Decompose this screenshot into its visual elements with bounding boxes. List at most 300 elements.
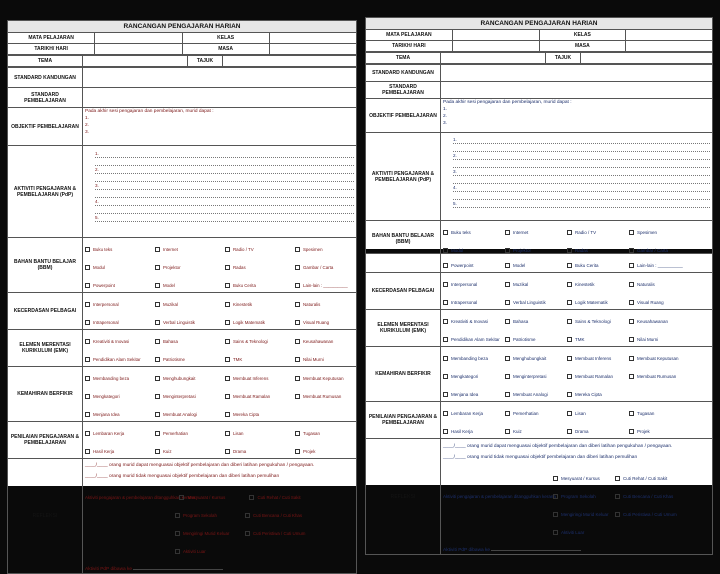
checkbox[interactable] bbox=[567, 411, 572, 416]
penilaian-option[interactable]: Pemerhatian bbox=[155, 431, 225, 438]
checkbox[interactable] bbox=[443, 230, 448, 235]
bbm-option[interactable]: Radio / TV bbox=[225, 247, 295, 254]
objektif-item-1: 1. bbox=[85, 116, 90, 121]
objektif-box[interactable] bbox=[441, 99, 713, 133]
checkbox[interactable] bbox=[505, 374, 510, 379]
checkbox[interactable] bbox=[505, 429, 510, 434]
refleksi-options bbox=[443, 467, 710, 539]
checkbox[interactable] bbox=[295, 320, 300, 325]
refleksi-option[interactable]: Cuti Peristiwa / Cuti Umum bbox=[615, 512, 665, 519]
label-tema: TEMA bbox=[366, 53, 441, 64]
aktiviti-line-5: 5. bbox=[95, 215, 354, 222]
carried-input[interactable] bbox=[133, 564, 223, 570]
aktiviti-line-1: 1. bbox=[95, 151, 354, 158]
checkbox[interactable] bbox=[295, 449, 300, 454]
checkbox[interactable] bbox=[85, 339, 90, 344]
checkbox[interactable] bbox=[85, 247, 90, 252]
aktiviti-line bbox=[453, 177, 710, 184]
form-page-left bbox=[7, 20, 357, 572]
aktiviti-box[interactable] bbox=[83, 146, 357, 238]
checkbox[interactable] bbox=[225, 302, 230, 307]
aktiviti-line-3: 3. bbox=[95, 183, 354, 190]
refleksi-line-1: ____/____ orang murid dapat menguasai objektif pembelajaran dan diberi latihan pengukuhan / pengayaan. bbox=[443, 444, 673, 449]
checkbox[interactable] bbox=[443, 392, 448, 397]
checkbox[interactable] bbox=[155, 376, 160, 381]
checkbox[interactable] bbox=[629, 263, 634, 268]
kemahiran-option[interactable]: Menjana Idea bbox=[443, 392, 505, 399]
checkbox[interactable] bbox=[295, 376, 300, 381]
kecerdasan-option[interactable]: Naturalis bbox=[629, 282, 669, 289]
checkbox[interactable] bbox=[443, 282, 448, 287]
emk-option[interactable]: Patriotisme bbox=[505, 337, 567, 344]
refleksi-option[interactable]: Aktiviti Luar bbox=[553, 530, 615, 537]
checkbox[interactable] bbox=[443, 319, 448, 324]
emk-option[interactable]: Nilai Murni bbox=[629, 337, 669, 344]
checkbox[interactable] bbox=[295, 247, 300, 252]
checkbox[interactable] bbox=[505, 356, 510, 361]
label-standard-kandungan: STANDARD KANDUNGAN bbox=[8, 68, 83, 88]
kecerdasan-option[interactable]: Logik Matematik bbox=[567, 300, 629, 307]
label-kelas: KELAS bbox=[182, 33, 269, 44]
checkbox[interactable] bbox=[443, 374, 448, 379]
emk-option[interactable]: Kreativiti & Inovasi bbox=[443, 319, 505, 326]
checkbox[interactable] bbox=[155, 431, 160, 436]
emk-option[interactable]: TMK bbox=[225, 357, 295, 364]
bbm-option[interactable]: Buku teks bbox=[443, 230, 505, 237]
refleksi-carried: Aktiviti PdP dibawa ke bbox=[443, 545, 710, 554]
checkbox[interactable] bbox=[295, 394, 300, 399]
refleksi-box[interactable] bbox=[441, 439, 713, 555]
checkbox[interactable] bbox=[85, 376, 90, 381]
checkbox[interactable] bbox=[155, 339, 160, 344]
checkbox[interactable] bbox=[505, 411, 510, 416]
bbm-option[interactable]: Modul bbox=[85, 265, 155, 272]
bbm-option[interactable]: Internet bbox=[505, 230, 567, 237]
checkbox[interactable] bbox=[567, 263, 572, 268]
checkbox[interactable] bbox=[443, 411, 448, 416]
label-tarikh-hari: TARIKH/ HARI bbox=[8, 44, 95, 55]
checkbox[interactable] bbox=[295, 357, 300, 362]
checkbox[interactable] bbox=[567, 337, 572, 342]
kecerdasan-option[interactable]: Interpersonal bbox=[443, 282, 505, 289]
checkbox[interactable] bbox=[443, 263, 448, 268]
kemahiran-option[interactable]: Membuat Analogi bbox=[155, 412, 225, 419]
checkbox[interactable] bbox=[553, 476, 558, 481]
bbm-option[interactable]: Radio / TV bbox=[567, 230, 629, 237]
bbm-option[interactable]: Model bbox=[155, 283, 225, 290]
checkbox[interactable] bbox=[85, 357, 90, 362]
kecerdasan-option[interactable]: Interpersonal bbox=[85, 302, 155, 309]
label-masa: MASA bbox=[539, 41, 626, 52]
label-tajuk: TAJUK bbox=[546, 53, 581, 64]
label-refleksi: REFLEKSI bbox=[366, 439, 441, 555]
refleksi-line-2: ____/____ orang murid tidak menguasai objektif pembelajaran dan diberi latihan pemulihan bbox=[443, 455, 638, 460]
bbm-option[interactable]: Buku Cerita bbox=[225, 283, 295, 290]
checkbox[interactable] bbox=[85, 302, 90, 307]
refleksi-option[interactable]: Mengiringi Murid Keluar bbox=[175, 531, 245, 538]
checkbox[interactable] bbox=[245, 531, 250, 536]
penilaian-option[interactable]: Tugasan bbox=[629, 411, 669, 418]
emk-option[interactable]: Sains & Teknologi bbox=[225, 339, 295, 346]
checkbox[interactable] bbox=[629, 319, 634, 324]
label-objektif: OBJEKTIF PEMBELAJARAN bbox=[366, 99, 441, 133]
checkbox[interactable] bbox=[179, 495, 184, 500]
penilaian-option[interactable]: Lembaran Kerja bbox=[85, 431, 155, 438]
checkbox[interactable] bbox=[295, 283, 300, 288]
checkbox[interactable] bbox=[629, 282, 634, 287]
kemahiran-option[interactable]: Menginterpretasi bbox=[155, 394, 225, 401]
refleksi-postponed: Aktiviti pengajaran & pembelajaran ditangguhkan kerana : bbox=[443, 494, 559, 499]
refleksi-option[interactable]: Mengiringi Murid Keluar bbox=[553, 512, 615, 519]
kemahiran-options bbox=[441, 347, 713, 402]
aktiviti-box[interactable] bbox=[441, 133, 713, 221]
penilaian-option[interactable]: Pemerhatian bbox=[505, 411, 567, 418]
bbm-option[interactable]: Gambar / Carta bbox=[629, 248, 669, 255]
checkbox[interactable] bbox=[155, 320, 160, 325]
checkbox[interactable] bbox=[505, 230, 510, 235]
checkbox[interactable] bbox=[155, 247, 160, 252]
input-masa[interactable] bbox=[269, 44, 356, 55]
label-objektif: OBJEKTIF PEMBELAJARAN bbox=[8, 108, 83, 146]
checkbox[interactable] bbox=[553, 512, 558, 517]
penilaian-option[interactable]: Lembaran Kerja bbox=[443, 411, 505, 418]
bbm-option[interactable]: Spesimen bbox=[629, 230, 669, 237]
objektif-intro: Pada akhir sesi pengajaran dan pembelajaran, murid dapat : bbox=[443, 100, 572, 105]
label-tema: TEMA bbox=[8, 56, 83, 67]
aktiviti-line bbox=[453, 145, 710, 152]
kemahiran-option[interactable]: Membuat Keputusan bbox=[629, 356, 669, 363]
refleksi-line-2: ____/____ orang murid tidak menguasai objektif pembelajaran dan diberi latihan pemulihan bbox=[85, 474, 280, 479]
input-standard-pembelajaran[interactable] bbox=[83, 88, 357, 108]
penilaian-option[interactable]: Kuiz bbox=[505, 429, 567, 436]
kecerdasan-option[interactable]: Verbal Linguistik bbox=[155, 320, 225, 327]
refleksi-options bbox=[85, 486, 354, 558]
input-tema[interactable] bbox=[441, 53, 546, 64]
kecerdasan-option[interactable]: Muzikal bbox=[505, 282, 567, 289]
checkbox[interactable] bbox=[175, 513, 180, 518]
checkbox[interactable] bbox=[295, 339, 300, 344]
bbm-option[interactable]: Modul bbox=[443, 248, 505, 255]
label-emk: ELEMEN MERENTASI KURIKULUM (EMK) bbox=[366, 310, 441, 347]
checkbox[interactable] bbox=[85, 412, 90, 417]
penilaian-option[interactable]: Lisan bbox=[225, 431, 295, 438]
bbm-option[interactable]: Lain-lain : __________ bbox=[629, 263, 669, 270]
checkbox[interactable] bbox=[615, 476, 620, 481]
aktiviti-line bbox=[95, 207, 354, 214]
checkbox[interactable] bbox=[567, 300, 572, 305]
kemahiran-option[interactable]: Mengkategori bbox=[443, 374, 505, 381]
bbm-option[interactable]: Spesimen bbox=[295, 247, 335, 254]
emk-option[interactable]: Kreativiti & Inovasi bbox=[85, 339, 155, 346]
bbm-option[interactable]: Buku teks bbox=[85, 247, 155, 254]
penilaian-options bbox=[83, 422, 357, 459]
refleksi-option[interactable]: Cuti Rehat / Cuti Sakit bbox=[249, 495, 309, 502]
bbm-option[interactable]: Gambar / Carta bbox=[295, 265, 335, 272]
checkbox[interactable] bbox=[85, 320, 90, 325]
checkbox[interactable] bbox=[567, 230, 572, 235]
label-kemahiran: KEMAHIRAN BERFIKIR bbox=[8, 367, 83, 422]
kemahiran-option[interactable]: Membuat Ramalan bbox=[567, 374, 629, 381]
refleksi-option[interactable]: Mesyuarat / Kursus bbox=[553, 476, 615, 483]
checkbox[interactable] bbox=[295, 265, 300, 270]
checkbox[interactable] bbox=[225, 320, 230, 325]
input-mata-pelajaran[interactable] bbox=[452, 30, 539, 41]
kemahiran-option[interactable]: Menghubungkait bbox=[155, 376, 225, 383]
input-masa[interactable] bbox=[626, 41, 713, 52]
checkbox[interactable] bbox=[85, 394, 90, 399]
emk-option[interactable]: Keusahawanan bbox=[295, 339, 335, 346]
checkbox[interactable] bbox=[567, 356, 572, 361]
emk-option[interactable]: Bahasa bbox=[505, 319, 567, 326]
checkbox[interactable] bbox=[505, 392, 510, 397]
refleksi-postponed: Aktiviti pengajaran & pembelajaran ditangguhkan kerana : bbox=[85, 495, 198, 500]
bbm-option[interactable]: Radas bbox=[567, 248, 629, 255]
checkbox[interactable] bbox=[225, 449, 230, 454]
kecerdasan-option[interactable]: Intrapersonal bbox=[85, 320, 155, 327]
bbm-option[interactable]: Internet bbox=[155, 247, 225, 254]
kecerdasan-option[interactable]: Kinestetik bbox=[225, 302, 295, 309]
penilaian-option[interactable]: Hasil Kerja bbox=[85, 449, 155, 456]
checkbox[interactable] bbox=[155, 302, 160, 307]
checkbox[interactable] bbox=[443, 429, 448, 434]
checkbox[interactable] bbox=[225, 412, 230, 417]
refleksi-box[interactable] bbox=[83, 459, 357, 574]
kemahiran-option[interactable]: Membuat Ramalan bbox=[225, 394, 295, 401]
checkbox[interactable] bbox=[85, 449, 90, 454]
penilaian-option[interactable]: Tugasan bbox=[295, 431, 335, 438]
input-kelas[interactable] bbox=[269, 33, 356, 44]
kecerdasan-options bbox=[441, 273, 713, 310]
refleksi-option[interactable]: Cuti Bencana / Cuti Khas bbox=[615, 494, 665, 501]
checkbox[interactable] bbox=[567, 282, 572, 287]
checkbox[interactable] bbox=[155, 357, 160, 362]
checkbox[interactable] bbox=[225, 357, 230, 362]
checkbox[interactable] bbox=[443, 356, 448, 361]
penilaian-option[interactable]: Projek bbox=[295, 449, 335, 456]
refleksi-option[interactable]: Program Sekolah bbox=[175, 513, 245, 520]
label-standard-kandungan: STANDARD KANDUNGAN bbox=[366, 65, 441, 82]
checkbox[interactable] bbox=[567, 392, 572, 397]
checkbox[interactable] bbox=[615, 494, 620, 499]
checkbox[interactable] bbox=[567, 319, 572, 324]
emk-options bbox=[83, 330, 357, 367]
aktiviti-line bbox=[95, 191, 354, 198]
emk-option[interactable]: Keusahawanan bbox=[629, 319, 669, 326]
refleksi-option[interactable]: Cuti Peristiwa / Cuti Umum bbox=[245, 531, 305, 538]
checkbox[interactable] bbox=[155, 449, 160, 454]
kemahiran-option[interactable]: Menghubungkait bbox=[505, 356, 567, 363]
checkbox[interactable] bbox=[225, 265, 230, 270]
input-mata-pelajaran[interactable] bbox=[95, 33, 182, 44]
aktiviti-line-4: 4. bbox=[453, 185, 710, 192]
penilaian-options bbox=[441, 402, 713, 439]
checkbox[interactable] bbox=[629, 429, 634, 434]
kemahiran-option[interactable]: Menjana Idea bbox=[85, 412, 155, 419]
bbm-option[interactable]: Projektor bbox=[505, 248, 567, 255]
kemahiran-option[interactable]: Membanding beza bbox=[443, 356, 505, 363]
input-kelas[interactable] bbox=[626, 30, 713, 41]
refleksi-option[interactable]: Cuti Rehat / Cuti Sakit bbox=[615, 476, 665, 483]
checkbox[interactable] bbox=[615, 512, 620, 517]
bbm-option[interactable]: Projektor bbox=[155, 265, 225, 272]
kecerdasan-option[interactable]: Naturalis bbox=[295, 302, 335, 309]
label-kecerdasan: KECERDASAN PELBAGAI bbox=[8, 293, 83, 330]
penilaian-option[interactable]: Lisan bbox=[567, 411, 629, 418]
penilaian-option[interactable]: Drama bbox=[225, 449, 295, 456]
emk-option[interactable]: Pendidikan Alam Sekitar bbox=[443, 337, 505, 344]
emk-option[interactable]: Nilai Murni bbox=[295, 357, 335, 364]
label-tajuk: TAJUK bbox=[188, 56, 223, 67]
checkbox[interactable] bbox=[295, 431, 300, 436]
emk-option[interactable]: TMK bbox=[567, 337, 629, 344]
checkbox[interactable] bbox=[567, 374, 572, 379]
aktiviti-line bbox=[453, 193, 710, 200]
checkbox[interactable] bbox=[249, 495, 254, 500]
refleksi-carried: Aktiviti PdP dibawa ke bbox=[85, 564, 354, 573]
refleksi-option[interactable]: Cuti Bencana / Cuti Khas bbox=[245, 513, 305, 520]
checkbox[interactable] bbox=[225, 431, 230, 436]
objektif-box[interactable] bbox=[83, 108, 357, 146]
label-aktiviti: AKTIVITI PENGAJARAN & PEMBELAJARAN (PdP) bbox=[8, 146, 83, 238]
kemahiran-option[interactable]: Mereka Cipta bbox=[567, 392, 629, 399]
input-tajuk[interactable] bbox=[581, 53, 713, 64]
checkbox[interactable] bbox=[629, 337, 634, 342]
penilaian-option[interactable]: Projek bbox=[629, 429, 669, 436]
bbm-options bbox=[83, 238, 357, 293]
input-standard-kandungan[interactable] bbox=[83, 68, 357, 88]
checkbox[interactable] bbox=[505, 319, 510, 324]
bbm-options bbox=[441, 221, 713, 258]
kemahiran-option[interactable]: Mereka Cipta bbox=[225, 412, 295, 419]
kecerdasan-option[interactable]: Verbal Linguistik bbox=[505, 300, 567, 307]
checkbox[interactable] bbox=[567, 429, 572, 434]
emk-option[interactable]: Sains & Teknologi bbox=[567, 319, 629, 326]
checkbox[interactable] bbox=[505, 337, 510, 342]
bbm-option[interactable]: Buku Cerita bbox=[567, 263, 629, 270]
form-page-right-top bbox=[365, 17, 713, 253]
checkbox[interactable] bbox=[629, 356, 634, 361]
label-kelas: KELAS bbox=[539, 30, 626, 41]
refleksi-option[interactable]: Program Sekolah bbox=[553, 494, 615, 501]
carried-input[interactable] bbox=[491, 545, 581, 551]
checkbox[interactable] bbox=[85, 265, 90, 270]
checkbox[interactable] bbox=[225, 247, 230, 252]
checkbox[interactable] bbox=[85, 283, 90, 288]
bbm-option[interactable]: Model bbox=[505, 263, 567, 270]
checkbox[interactable] bbox=[295, 302, 300, 307]
checkbox[interactable] bbox=[443, 337, 448, 342]
checkbox[interactable] bbox=[629, 411, 634, 416]
kemahiran-options bbox=[83, 367, 357, 422]
aktiviti-line-2: 2. bbox=[453, 153, 710, 160]
aktiviti-line bbox=[453, 161, 710, 168]
checkbox[interactable] bbox=[505, 300, 510, 305]
checkbox[interactable] bbox=[443, 300, 448, 305]
checkbox[interactable] bbox=[629, 374, 634, 379]
checkbox[interactable] bbox=[85, 431, 90, 436]
bbm-option[interactable]: Radas bbox=[225, 265, 295, 272]
kemahiran-option[interactable]: Membuat Rumusan bbox=[629, 374, 669, 381]
input-standard-pembelajaran[interactable] bbox=[441, 82, 713, 99]
input-tarikh[interactable] bbox=[452, 41, 539, 52]
emk-option[interactable]: Pendidikan Alam Sekitar bbox=[85, 357, 155, 364]
checkbox[interactable] bbox=[155, 283, 160, 288]
input-tarikh[interactable] bbox=[95, 44, 182, 55]
checkbox[interactable] bbox=[225, 283, 230, 288]
kecerdasan-option[interactable]: Muzikal bbox=[155, 302, 225, 309]
refleksi-option[interactable]: Mesyuarat / Kursus bbox=[179, 495, 249, 502]
bbm-options-cont bbox=[441, 254, 713, 273]
checkbox[interactable] bbox=[553, 494, 558, 499]
checkbox[interactable] bbox=[505, 282, 510, 287]
penilaian-option[interactable]: Kuiz bbox=[155, 449, 225, 456]
input-tajuk[interactable] bbox=[223, 56, 357, 67]
label-kemahiran: KEMAHIRAN BERFIKIR bbox=[366, 347, 441, 402]
checkbox[interactable] bbox=[225, 376, 230, 381]
checkbox[interactable] bbox=[155, 265, 160, 270]
aktiviti-line-3: 3. bbox=[453, 169, 710, 176]
kemahiran-option[interactable]: Menginterpretasi bbox=[505, 374, 567, 381]
checkbox[interactable] bbox=[155, 394, 160, 399]
kecerdasan-option[interactable]: Visual Ruang bbox=[295, 320, 335, 327]
kemahiran-option[interactable]: Membuat Keputusan bbox=[295, 376, 335, 383]
input-tema[interactable] bbox=[83, 56, 188, 67]
emk-options bbox=[441, 310, 713, 347]
bbm-option[interactable]: Lain-lain : __________ bbox=[295, 283, 335, 290]
label-kecerdasan: KECERDASAN PELBAGAI bbox=[366, 273, 441, 310]
refleksi-option[interactable]: Aktiviti Luar bbox=[175, 549, 245, 556]
checkbox[interactable] bbox=[175, 549, 180, 554]
label-penilaian: PENILAIAN PENGAJARAN & PEMBELAJARAN bbox=[8, 422, 83, 459]
label-tarikh-hari: TARIKH/ HARI bbox=[366, 41, 453, 52]
kemahiran-option[interactable]: Membuat Inferens bbox=[225, 376, 295, 383]
label-mata-pelajaran: MATA PELAJARAN bbox=[8, 33, 95, 44]
kecerdasan-option[interactable]: Visual Ruang bbox=[629, 300, 669, 307]
kemahiran-option[interactable]: Membuat Rumusan bbox=[295, 394, 335, 401]
label-standard-pembelajaran: STANDARD PEMBELAJARAN bbox=[8, 88, 83, 108]
checkbox[interactable] bbox=[245, 513, 250, 518]
bbm-option[interactable]: Powerpoint bbox=[443, 263, 505, 270]
form-title: RANCANGAN PENGAJARAN HARIAN bbox=[366, 18, 713, 30]
aktiviti-line-1: 1. bbox=[453, 137, 710, 144]
kemahiran-option[interactable]: Membanding beza bbox=[85, 376, 155, 383]
checkbox[interactable] bbox=[175, 531, 180, 536]
checkbox[interactable] bbox=[155, 412, 160, 417]
input-standard-kandungan[interactable] bbox=[441, 65, 713, 82]
bbm-option[interactable]: Powerpoint bbox=[85, 283, 155, 290]
objektif-item-1: 1. bbox=[443, 107, 448, 112]
penilaian-option[interactable]: Drama bbox=[567, 429, 629, 436]
emk-option[interactable]: Patriotisme bbox=[155, 357, 225, 364]
label-penilaian: PENILAIAN PENGAJARAN & PEMBELAJARAN bbox=[366, 402, 441, 439]
checkbox[interactable] bbox=[629, 300, 634, 305]
form-page-right-bottom bbox=[365, 253, 713, 553]
penilaian-option[interactable]: Hasil Kerja bbox=[443, 429, 505, 436]
checkbox[interactable] bbox=[505, 263, 510, 268]
kemahiran-option[interactable]: Membuat Inferens bbox=[567, 356, 629, 363]
kemahiran-option[interactable]: Mengkategori bbox=[85, 394, 155, 401]
checkbox[interactable] bbox=[225, 394, 230, 399]
kecerdasan-option[interactable]: Logik Matematik bbox=[225, 320, 295, 327]
kemahiran-option[interactable]: Membuat Analogi bbox=[505, 392, 567, 399]
kecerdasan-option[interactable]: Kinestetik bbox=[567, 282, 629, 289]
label-bbm: BAHAN BANTU BELAJAR (BBM) bbox=[366, 221, 441, 258]
checkbox[interactable] bbox=[225, 339, 230, 344]
checkbox[interactable] bbox=[629, 230, 634, 235]
emk-option[interactable]: Bahasa bbox=[155, 339, 225, 346]
kecerdasan-option[interactable]: Intrapersonal bbox=[443, 300, 505, 307]
checkbox[interactable] bbox=[553, 530, 558, 535]
